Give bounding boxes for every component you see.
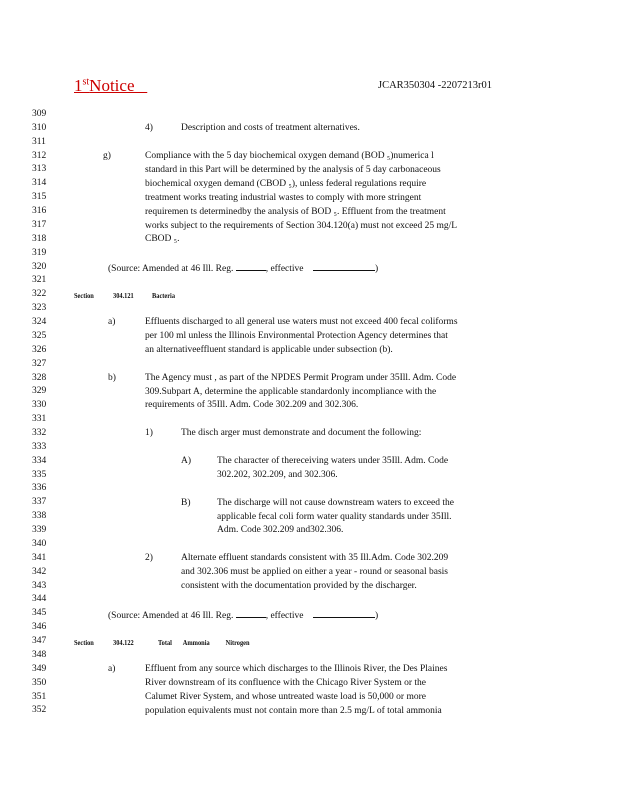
- list-number: 4): [145, 123, 153, 133]
- line-number: 330: [32, 400, 47, 411]
- source-text: ): [375, 611, 379, 621]
- line-number: 320: [32, 261, 47, 272]
- list-label: b): [108, 373, 116, 383]
- text-line: standard in this Part will be determined by the analysis of 5 day carbonaceous: [145, 165, 441, 175]
- text-line: The Agency must , as part of the NPDES Permit Program under 35Ill. Adm. Code: [145, 373, 457, 383]
- text-line: Calumet River System, and whose untreated waste load is 50,000 or more: [145, 692, 426, 702]
- text-line: Effluent from any source which discharges to the Illinois River, the Des Plaines: [145, 664, 448, 674]
- line-number: 313: [32, 164, 47, 175]
- source-note: [108, 608, 378, 624]
- line-number: 338: [32, 511, 47, 522]
- notice-ordinal: 1: [74, 76, 83, 95]
- section-number: 304.122: [113, 638, 134, 647]
- text-line: requirements of 35Ill. Adm. Code 302.209 and 302.306.: [145, 400, 359, 410]
- source-text: (Source: Amended at 46 Ill. Reg.: [108, 611, 234, 621]
- line-number: 325: [32, 330, 47, 341]
- line-number: 329: [32, 386, 47, 397]
- text-line: Description and costs of treatment alternatives.: [181, 123, 360, 133]
- notice-heading: [74, 76, 147, 96]
- blank-line: [313, 261, 375, 271]
- source-text: (Source: Amended at 46 Ill. Reg.: [108, 264, 234, 274]
- line-number: 347: [32, 636, 47, 647]
- blank-line: [313, 608, 375, 618]
- section-number: 304.121: [113, 291, 134, 300]
- line-number: 324: [32, 317, 47, 328]
- line-number: 332: [32, 428, 47, 438]
- text-line: per 100 ml unless the Illinois Environmental Protection Agency determines that: [145, 331, 448, 341]
- list-label: A): [181, 456, 192, 466]
- line-number: 343: [32, 580, 47, 591]
- source-text: , effective: [265, 264, 304, 274]
- line-number: 310: [32, 122, 47, 133]
- line-number: 321: [32, 275, 47, 286]
- line-number: 344: [32, 594, 47, 605]
- notice-word: Notice: [89, 76, 135, 95]
- text-line: biochemical oxygen demand (CBOD ₅), unless federal regulations require: [145, 179, 427, 189]
- line-number: 352: [32, 705, 47, 716]
- line-number: 309: [32, 109, 47, 119]
- line-number: 314: [32, 178, 47, 189]
- line-number: 326: [32, 344, 47, 355]
- text-line: Effluents discharged to all general use waters must not exceed 400 fecal coliforms: [145, 317, 458, 327]
- text-line: works subject to the requirements of Section 304.120(a) must not exceed 25 mg/L: [145, 221, 458, 231]
- list-label: a): [108, 664, 116, 674]
- text-line: The discharge will not cause downstream waters to exceed the: [217, 498, 454, 508]
- section-title: Bacteria: [152, 291, 176, 300]
- notice-superscript: st: [82, 76, 90, 88]
- line-number: 311: [32, 136, 46, 147]
- line-number: 342: [32, 566, 47, 577]
- text-line: The disch arger must demonstrate and document the following:: [181, 428, 422, 438]
- line-number: 339: [32, 525, 47, 536]
- list-number: 2): [145, 553, 153, 563]
- line-number: 341: [32, 552, 47, 563]
- list-label: g): [103, 151, 111, 161]
- line-number: 319: [32, 247, 47, 258]
- blank-line: [236, 261, 266, 271]
- line-number: 350: [32, 677, 47, 688]
- text-line: Alternate effluent standards consistent with 35 Ill.Adm. Code 302.209: [181, 553, 449, 563]
- line-number: 336: [32, 483, 47, 494]
- line-number: 317: [32, 219, 47, 230]
- line-number: 351: [32, 691, 47, 702]
- blank-line: [236, 608, 266, 618]
- text-line: Compliance with the 5 day biochemical oxygen demand (BOD ₅)numerica l: [145, 151, 434, 161]
- text-line: treatment works treating industrial wastes to comply with more stringent: [145, 193, 422, 203]
- text-line: CBOD ₅.: [145, 234, 180, 244]
- text-line: consistent with the documentation provided by the discharger.: [181, 581, 417, 591]
- text-line: and 302.306 must be applied on either a year - round or seasonal basis: [181, 567, 448, 577]
- line-number: 323: [32, 303, 47, 314]
- line-number: 331: [32, 414, 47, 425]
- line-number: 327: [32, 358, 47, 369]
- text-line: Adm. Code 302.209 and302.306.: [217, 525, 344, 535]
- source-text: ): [375, 264, 379, 274]
- source-text: , effective: [265, 611, 304, 621]
- line-number: 335: [32, 469, 47, 480]
- line-number: 349: [32, 663, 47, 674]
- text-line: 302.202, 302.209, and 302.306.: [217, 470, 338, 480]
- line-number: 315: [32, 192, 47, 203]
- line-number: 328: [32, 372, 47, 383]
- section-title: Total Ammonia Nitrogen: [158, 638, 250, 647]
- text-line: River downstream of its confluence with the Chicago River System or the: [145, 678, 426, 688]
- text-line: an alternativeeffluent standard is applicable under subsection (b).: [145, 345, 393, 355]
- source-note: [108, 261, 378, 277]
- line-number: 334: [32, 455, 47, 466]
- line-number: 346: [32, 622, 47, 633]
- section-label: Section: [74, 638, 94, 647]
- list-label: a): [108, 317, 116, 327]
- line-number: 316: [32, 206, 47, 217]
- line-number: 345: [32, 608, 47, 619]
- text-line: The character of thereceiving waters under 35Ill. Adm. Code: [217, 456, 449, 466]
- document-id: JCAR350304 -2207213r01: [378, 80, 493, 91]
- list-number: 1): [145, 428, 153, 438]
- text-line: applicable fecal coli form water quality standards under 35Ill.: [217, 512, 452, 522]
- line-number: 333: [32, 441, 47, 452]
- line-number: 348: [32, 649, 47, 660]
- text-line: 309.Subpart A, determine the applicable standardonly incompliance with the: [145, 387, 437, 397]
- list-label: B): [181, 498, 191, 508]
- line-number: 340: [32, 538, 47, 549]
- text-line: requiremen ts determinedby the analysis of BOD ₅. Effluent from the treatment: [145, 207, 446, 217]
- line-number: 318: [32, 233, 47, 244]
- line-number: 312: [32, 150, 47, 161]
- section-label: Section: [74, 291, 94, 300]
- line-number: 337: [32, 497, 47, 508]
- text-line: population equivalents must not contain more than 2.5 mg/L of total ammonia: [145, 706, 442, 716]
- line-number: 322: [32, 289, 47, 300]
